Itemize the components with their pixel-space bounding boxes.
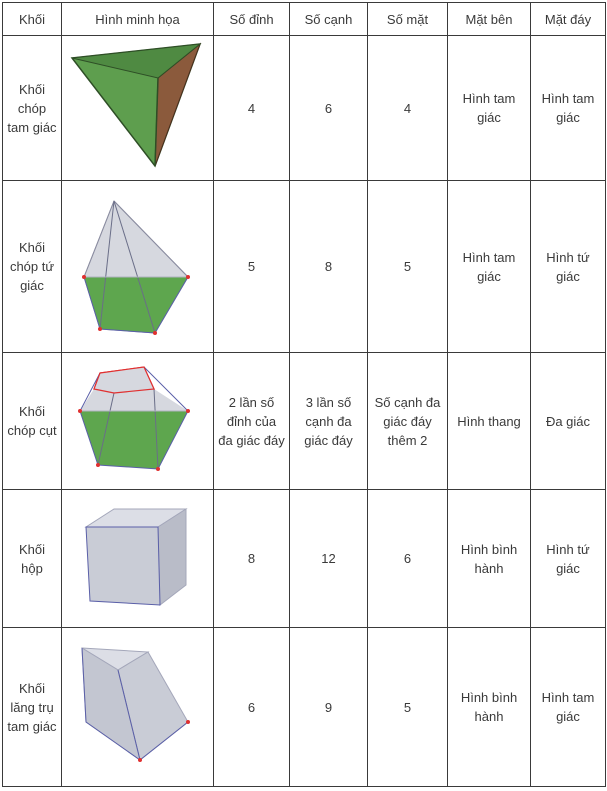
solid-name: Khối hộp [3, 490, 62, 628]
side-face: Hình tam giác [448, 36, 531, 181]
faces-count: 4 [368, 36, 448, 181]
solid-name: Khối chóp tứ giác [3, 181, 62, 353]
frustum-icon [62, 355, 213, 487]
vertices-count: 4 [214, 36, 290, 181]
base-face: Hình tứ giác [531, 181, 606, 353]
faces-count: 6 [368, 490, 448, 628]
base-face: Hình tam giác [531, 36, 606, 181]
edges-count: 12 [290, 490, 368, 628]
side-face: Hình bình hành [448, 628, 531, 787]
triangular-pyramid-icon [62, 38, 213, 178]
table-row [3, 490, 606, 628]
header-illustration: Hình minh họa [62, 3, 214, 36]
header-vertices: Số đỉnh [214, 3, 290, 36]
edges-count: 9 [290, 628, 368, 787]
figure-cell [62, 353, 214, 490]
vertices-count: 5 [214, 181, 290, 353]
figure-cell [62, 181, 214, 353]
solid-name: Khối chóp tam giác [3, 36, 62, 181]
side-face: Hình bình hành [448, 490, 531, 628]
edges-count: 3 lần số cạnh đa giác đáy [290, 353, 368, 490]
table-row [3, 628, 606, 787]
faces-count: Số cạnh đa giác đáy thêm 2 [368, 353, 448, 490]
header-side-face: Mặt bên [448, 3, 531, 36]
triangular-prism-icon [62, 630, 213, 784]
solid-name: Khối lăng trụ tam giác [3, 628, 62, 787]
edges-count: 6 [290, 36, 368, 181]
base-face: Hình tứ giác [531, 490, 606, 628]
base-face: Đa giác [531, 353, 606, 490]
solid-name: Khối chóp cụt [3, 353, 62, 490]
table-row [3, 181, 606, 353]
vertices-count: 6 [214, 628, 290, 787]
figure-cell [62, 490, 214, 628]
faces-count: 5 [368, 181, 448, 353]
figure-cell [62, 36, 214, 181]
base-face: Hình tam giác [531, 628, 606, 787]
header-solid: Khối [3, 3, 62, 36]
side-face: Hình tam giác [448, 181, 531, 353]
header-edges: Số cạnh [290, 3, 368, 36]
figure-cell [62, 628, 214, 787]
faces-count: 5 [368, 628, 448, 787]
vertices-count: 8 [214, 490, 290, 628]
table-row [3, 353, 606, 490]
side-face: Hình thang [448, 353, 531, 490]
polyhedra-table [2, 2, 606, 787]
box-icon [62, 493, 213, 625]
table-row [3, 36, 606, 181]
square-pyramid-icon [62, 183, 213, 351]
edges-count: 8 [290, 181, 368, 353]
table-header-row [3, 3, 606, 36]
vertices-count: 2 lần số đỉnh của đa giác đáy [214, 353, 290, 490]
header-faces: Số mặt [368, 3, 448, 36]
header-base-face: Mặt đáy [531, 3, 606, 36]
